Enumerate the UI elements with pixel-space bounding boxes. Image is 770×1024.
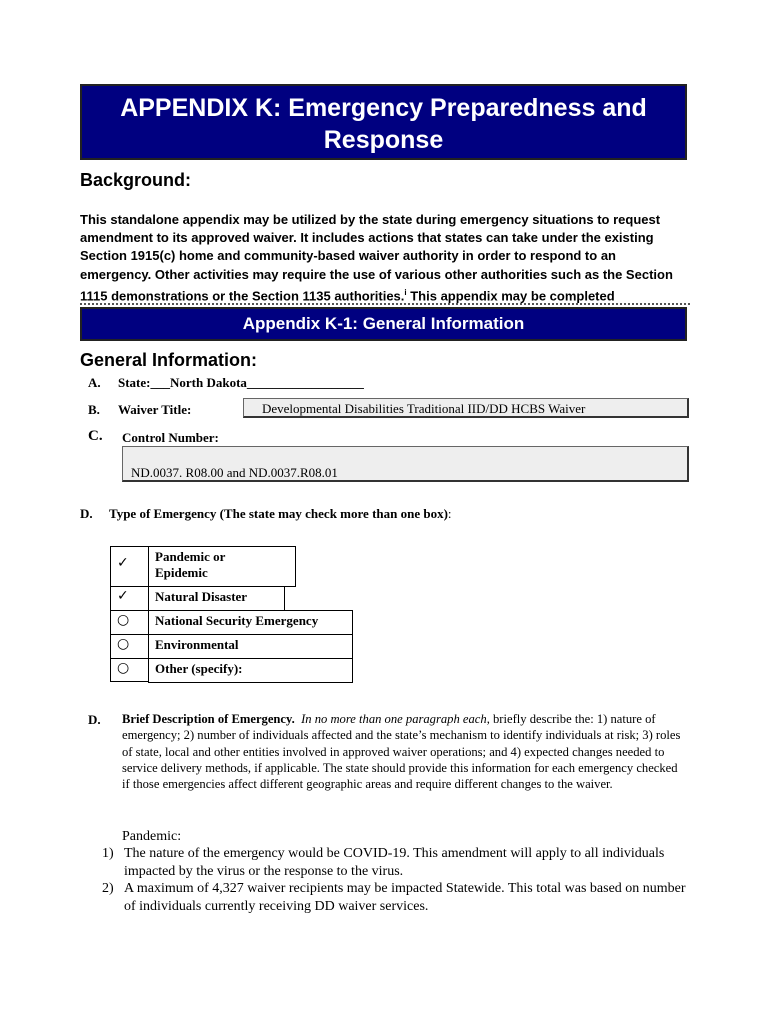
checkbox-divider <box>110 658 148 659</box>
dotted-divider <box>80 303 690 305</box>
emergency-option-natural-disaster: Natural Disaster <box>148 586 285 611</box>
checkbox-divider <box>110 610 148 611</box>
checkbox-divider <box>110 586 148 587</box>
checkmark-icon[interactable]: ✓ <box>117 588 129 604</box>
option-label: Epidemic <box>155 565 208 580</box>
state-value[interactable]: ___North Dakota__________________ <box>150 375 364 390</box>
radio-circle-icon[interactable]: ○ <box>117 636 130 652</box>
emergency-option-pandemic <box>148 546 296 587</box>
background-text-end: This appendix may be completed <box>410 288 615 304</box>
item-a-letter: A. <box>88 375 101 390</box>
radio-circle-icon[interactable]: ○ <box>117 612 130 628</box>
emergency-type-text: Type of Emergency (The state may check more than one box) <box>109 506 448 521</box>
section-bar-general-information: Appendix K-1: General Information <box>80 307 687 341</box>
item-b-letter: B. <box>88 402 100 417</box>
appendix-title-line2: Response <box>323 126 444 154</box>
control-number-field[interactable]: ND.0037. R08.00 and ND.0037.R08.01 <box>122 446 689 482</box>
list-number: 1) <box>102 846 114 861</box>
item-c-letter: C. <box>88 428 103 444</box>
background-heading: Background: <box>80 170 192 190</box>
emergency-option-other: Other (specify): <box>148 658 353 683</box>
list-item <box>102 880 692 915</box>
waiver-title-field[interactable]: Developmental Disabilities Traditional IID/DD HCBS Waiver <box>243 398 689 418</box>
state-label: State: <box>118 375 151 390</box>
pandemic-heading: Pandemic: <box>122 829 182 844</box>
appendix-title-banner <box>80 84 687 160</box>
list-text: The nature of the emergency would be COVID-19. This amendment will apply to all individuals impacted by the virus or the response to the virus. <box>124 846 665 879</box>
checkmark-icon[interactable]: ✓ <box>117 555 129 571</box>
appendix-title-line1: APPENDIX K: Emergency Preparedness and <box>120 94 647 122</box>
state-field <box>118 375 364 391</box>
option-label: Pandemic or <box>155 549 226 564</box>
description-text: , briefly describe the: 1) nature of emergency; 2) number of individuals affected and the state’s mechanism to identify individuals at risk; 3) roles of state, local and other entities involved in approved waiver operations; and 4) expected changes needed to service delivery methods, if applicable. The state should provide this information for each emergency checked if those emergencies affect different geographic areas and require different changes to the waiver. <box>122 712 681 792</box>
description-instruction: In no more than one paragraph each <box>301 712 487 726</box>
emergency-option-national-security: National Security Emergency <box>148 610 353 635</box>
background-text: This standalone appendix may be utilized by the state during emergency situations to request amendment to its approved waiver. It includes actions that states can take under the existing Section 1915(c) home and community-based waiver authority in order to respond to an emergency. Other activities may require the use of various other authorities such as the Section 1115 demonstrations or the Section 1135 authorities. <box>80 212 673 304</box>
description-paragraph <box>122 711 682 792</box>
emergency-type-label <box>109 506 452 522</box>
list-item <box>102 845 692 880</box>
description-label: Brief Description of Emergency. <box>122 712 295 726</box>
list-number: 2) <box>102 881 114 896</box>
emergency-option-environmental: Environmental <box>148 634 353 659</box>
description-letter: D. <box>88 712 101 727</box>
emergency-type-colon: : <box>447 506 452 521</box>
radio-circle-icon[interactable]: ○ <box>117 660 130 676</box>
waiver-title-label: Waiver Title: <box>118 402 192 417</box>
control-number-label: Control Number: <box>122 430 219 445</box>
footnote-mark[interactable]: i <box>404 287 407 297</box>
list-text: A maximum of 4,327 waiver recipients may be impacted Statewide. This total was based on number of individuals currently receiving DD waiver services. <box>124 881 686 914</box>
item-d-letter: D. <box>80 506 93 521</box>
checkbox-divider <box>110 634 148 635</box>
general-info-heading: General Information: <box>80 350 258 370</box>
pandemic-list <box>102 845 692 915</box>
